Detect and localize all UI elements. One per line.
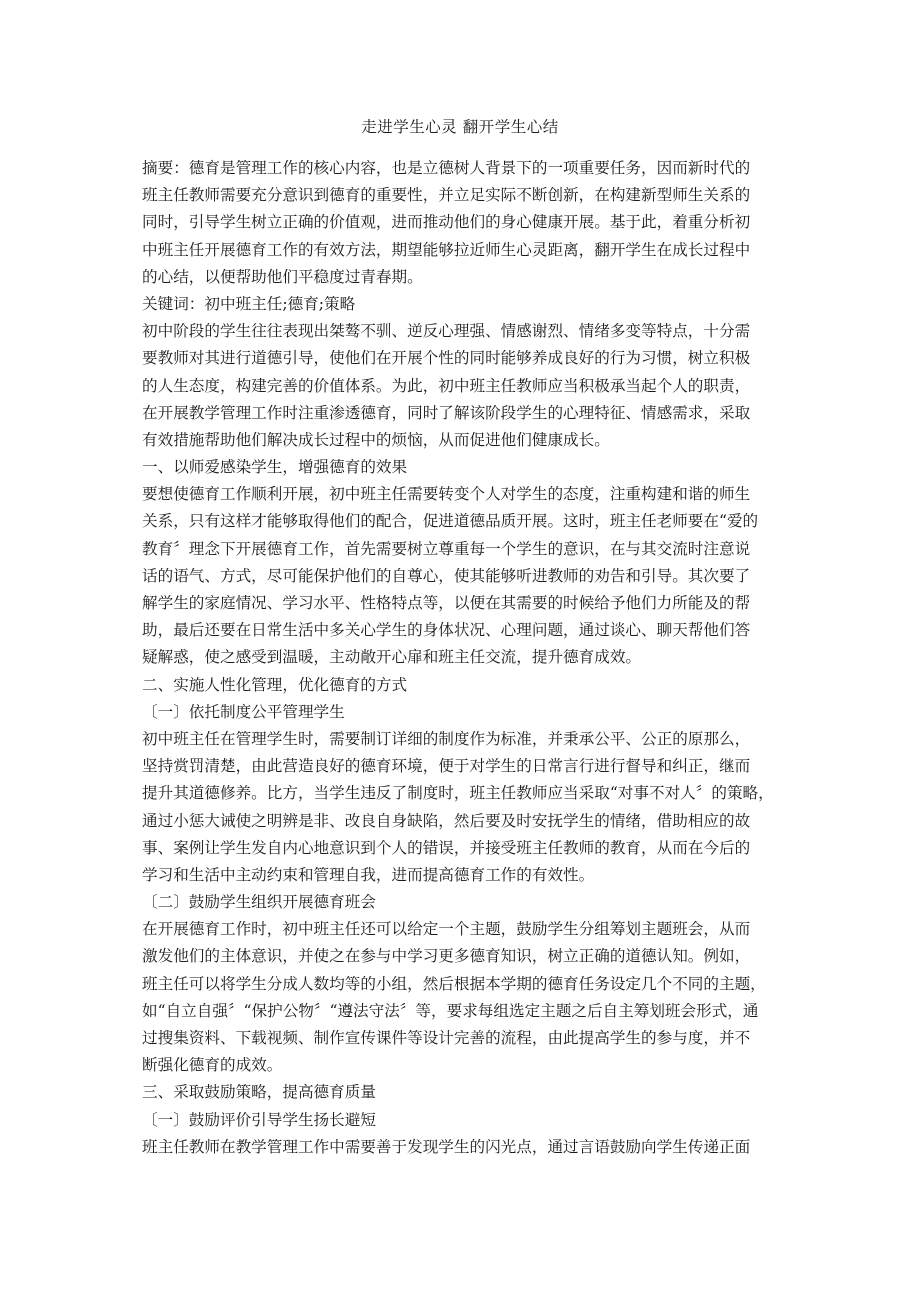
text-line: 坚持赏罚清楚，由此营造良好的德育环境，便于对学生的日常言行进行督导和纠正，继而	[142, 757, 751, 776]
text-line: 同时，引导学生树立正确的价值观，进而推动他们的身心健康开展。基于此，着重分析初	[142, 213, 751, 232]
text-line: 关键词：初中班主任;德育;策略	[142, 294, 356, 313]
text-line: 疑解惑，使之感受到温暖，主动敞开心扉和班主任交流，提升德育成效。	[142, 648, 642, 667]
text-line: 断强化德育的成效。	[142, 1056, 283, 1075]
text-line: 助，最后还要在日常生活中多关心学生的身体状况、心理问题，通过谈心、聊天帮他们答	[142, 621, 751, 640]
text-line: 过搜集资料、下载视频、制作宣传课件等设计完善的流程，由此提高学生的参与度，并不	[142, 1029, 751, 1047]
text-line: 〔一〕鼓励评价引导学生扬长避短	[142, 1110, 376, 1129]
text-line: 解学生的家庭情况、学习水平、性格特点等，以便在其需要的时候给予他们力所能及的帮	[142, 594, 751, 612]
text-line: 班主任可以将学生分成人数均等的小组，然后根据本学期的德育任务设定几个不同的主题，	[142, 974, 766, 993]
text-line: 关系，只有这样才能够取得他们的配合，促进道德品质开展。这时，班主任老师要在“爱的	[142, 512, 759, 531]
text-line: 一、以师爱感染学生，增强德育的效果	[142, 458, 408, 477]
text-line: 初中阶段的学生往往表现出桀骜不驯、逆反心理强、情感谢烈、情绪多变等特点，十分需	[142, 322, 751, 341]
text-line: 中班主任开展德育工作的有效方法，期望能够拉近师生心灵距离，翻开学生在成长过程中	[142, 240, 751, 259]
text-line: 有效措施帮助他们解决成长过程中的烦恼，从而促进他们健康成长。	[142, 430, 610, 449]
document-title: 走进学生心灵 翻开学生心结	[361, 118, 559, 136]
text-line: 初中班主任在管理学生时，需要制订详细的制度作为标准，并秉承公平、公正的原那么，	[142, 729, 751, 748]
document-body	[142, 155, 792, 1161]
text-line: 教育〞理念下开展德育工作，首先需要树立尊重每一个学生的意识，在与其交流时注意说	[142, 539, 751, 558]
text-line: 要教师对其进行道德引导，使他们在开展个性的同时能够养成良好的行为习惯，树立积极	[142, 349, 751, 368]
text-line: 〔一〕依托制度公平管理学生	[142, 702, 345, 721]
text-line: 激发他们的主体意识，并使之在参与中学习更多德育知识，树立正确的道德认知。例如，	[142, 947, 751, 966]
text-line: 的人生态度，构建完善的价值体系。为此，初中班主任教师应当积极承当起个人的职责，	[142, 376, 751, 395]
text-line: 在开展教学管理工作时注重渗透德育，同时了解该阶段学生的心理特征、情感需求，采取	[142, 403, 751, 422]
text-line: 摘要：德育是管理工作的核心内容，也是立德树人背景下的一项重要任务，因而新时代的	[142, 159, 751, 177]
text-line: 班主任教师在教学管理工作中需要善于发现学生的闪光点，通过言语鼓励向学生传递正面	[142, 1137, 751, 1156]
text-line: 〔二〕鼓励学生组织开展德育班会	[142, 893, 376, 912]
text-line: 学习和生活中主动约束和管理自我，进而提高德育工作的有效性。	[142, 865, 595, 884]
text-line: 如“自立自强〞“保护公物〞“遵法守法〞等，要求每组选定主题之后自主筹划班会形式，通	[142, 1001, 759, 1020]
text-line: 提升其道德修养。比方，当学生违反了制度时，班主任教师应当采取“对事不对人〞的策略，	[142, 784, 774, 803]
text-line: 通过小惩大诫使之明辨是非、改良自身缺陷，然后要及时安抚学生的情绪，借助相应的故	[142, 811, 751, 830]
text-line: 事、案例让学生发自内心地意识到个人的错误，并接受班主任教师的教育，从而在今后的	[142, 838, 751, 857]
text-line: 要想使德育工作顺利开展，初中班主任需要转变个人对学生的态度，注重构建和谐的师生	[142, 485, 751, 504]
text-line: 二、实施人性化管理，优化德育的方式	[142, 675, 408, 694]
text-line: 的心结，以便帮助他们平稳度过青春期。	[142, 267, 423, 286]
text-line: 话的语气、方式，尽可能保护他们的自尊心，使其能够听进教师的劝告和引导。其次要了	[142, 566, 751, 585]
text-line: 班主任教师需要充分意识到德育的重要性，并立足实际不断创新，在构建新型师生关系的	[142, 186, 751, 205]
text-line: 在开展德育工作时，初中班主任还可以给定一个主题，鼓励学生分组筹划主题班会，从而	[142, 920, 751, 939]
text-line: 三、采取鼓励策略，提高德育质量	[142, 1083, 376, 1102]
